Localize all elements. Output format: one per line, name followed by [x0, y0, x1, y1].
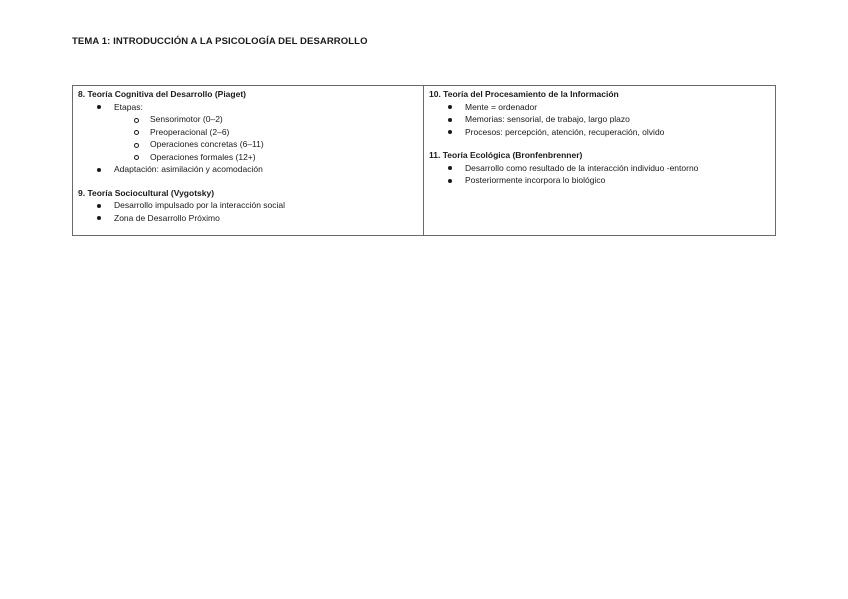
- bullet-circle-icon: [134, 118, 139, 123]
- sublist-item-label: Operaciones formales (12+): [150, 151, 256, 162]
- sublist-item: [114, 113, 418, 126]
- list-item: [429, 174, 770, 187]
- stages-sublist: [114, 113, 418, 163]
- sublist-item: [114, 138, 418, 151]
- bullet-disc-icon: [448, 166, 452, 170]
- sublist-item: [114, 151, 418, 164]
- bullet-circle-icon: [134, 143, 139, 148]
- section-8-list: [78, 101, 418, 176]
- section-spacer: [429, 138, 770, 149]
- sublist-item-label: Operaciones concretas (6–11): [150, 139, 264, 149]
- section-9-title: 9. Teoría Sociocultural (Vygotsky): [78, 187, 215, 198]
- bullet-disc-icon: [448, 118, 452, 122]
- list-item: [78, 163, 418, 176]
- bullet-disc-icon: [448, 179, 452, 183]
- section-10-title: 10. Teoría del Procesamiento de la Información: [429, 89, 619, 99]
- bullet-disc-icon: [448, 105, 452, 109]
- list-item: [78, 212, 418, 225]
- section-11-title: 11. Teoría Ecológica (Bronfenbrenner): [429, 150, 583, 160]
- section-11-list: [429, 162, 770, 187]
- list-item-label: Memorias: sensorial, de trabajo, largo plazo: [465, 114, 630, 124]
- section-9-list: [78, 199, 418, 224]
- sublist-item-label: Sensorimotor (0–2): [150, 114, 223, 124]
- list-item: [78, 101, 418, 164]
- list-item: [78, 199, 418, 212]
- document-title: TEMA 1: INTRODUCCIÓN A LA PSICOLOGÍA DEL DESARROLLO: [72, 36, 368, 47]
- list-item-label: Posteriormente incorpora lo biológico: [465, 175, 606, 185]
- bullet-circle-icon: [134, 130, 139, 135]
- list-item: [429, 162, 770, 175]
- list-item: [429, 113, 770, 126]
- bullet-disc-icon: [97, 168, 101, 172]
- content-table: [72, 85, 776, 236]
- table-cell-right: [424, 86, 775, 235]
- list-item-label: Adaptación: asimilación y acomodación: [114, 164, 263, 174]
- bullet-circle-icon: [134, 155, 139, 160]
- bullet-disc-icon: [97, 216, 101, 220]
- list-item-label: Zona de Desarrollo Próximo: [114, 212, 220, 223]
- section-8-title: 8. Teoría Cognitiva del Desarrollo (Piaget): [78, 89, 246, 99]
- list-item-label: Desarrollo como resultado de la interacción individuo -entorno: [465, 162, 699, 173]
- list-item-label: Mente = ordenador: [465, 101, 538, 112]
- sublist-item-label: Preoperacional (2–6): [150, 126, 230, 137]
- list-item-label: Procesos: percepción, atención, recuperación, olvido: [465, 126, 665, 137]
- list-item: [429, 126, 770, 139]
- sublist-item: [114, 126, 418, 139]
- bullet-disc-icon: [97, 204, 101, 208]
- section-spacer: [78, 176, 418, 187]
- table-cell-left: [73, 86, 424, 235]
- section-10-list: [429, 101, 770, 139]
- list-item: [429, 101, 770, 114]
- bullet-disc-icon: [448, 130, 452, 134]
- list-item-label: Desarrollo impulsado por la interacción social: [114, 200, 286, 210]
- list-item-label: Etapas:: [114, 101, 143, 112]
- bullet-disc-icon: [97, 105, 101, 109]
